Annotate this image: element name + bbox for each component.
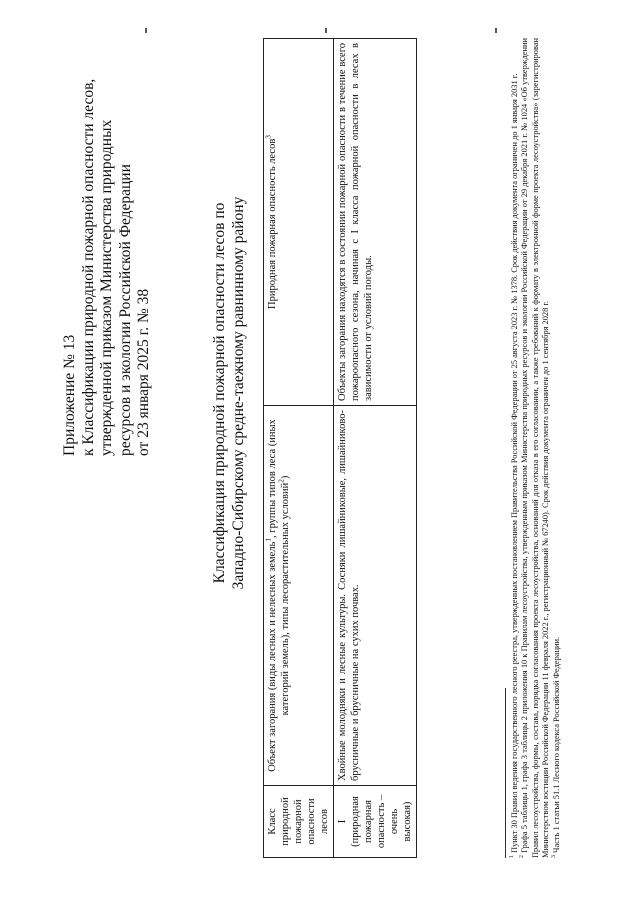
- footnote-mark: 3: [550, 855, 557, 858]
- object-cell: Хвойные молодняки и лесные культуры. Сосняки лишайниковые, лишайниково-брусничные и брусничные на сухих почвах.: [334, 406, 417, 786]
- class-number: I: [337, 819, 348, 824]
- table-header-row: [264, 39, 334, 858]
- footnote-text: Графа 5 таблицы 1, графа 3 таблицы 2 приложения 10 к Правилам лесоустройства, утвержденным приказом Министерства природных ресурсов и экологии Российской Федерации от 29 декабря 2021 г. № 1024 «Об утверждении Правил лесоустройства, формы, состава, порядка согласования проекта лесоустройства, оснований для отказа в его согласовании, а также требований к формату в электронной форме проекта лесоустройства» (зарегистрирован Министерством юстиции Российской Федерации 11 февраля 2022 г., регистрационный № 67240). Срок действия документа ограничен до 1 сентября 2028 г.: [520, 37, 551, 858]
- scan-artifact: [145, 28, 147, 33]
- header-object-text: Объект загорания (виды лесных и нелесных земель: [267, 541, 278, 772]
- footnote: [510, 38, 520, 858]
- class-label: (природная пожарная опасность – очень высокая): [350, 794, 413, 849]
- scan-artifact: [495, 28, 497, 33]
- footnote-mark: 1: [509, 855, 516, 858]
- header-danger: [264, 39, 334, 406]
- document-page: [25, 18, 615, 878]
- scan-artifact: [325, 28, 327, 33]
- title-line: Классификация природной пожарной опасности лесов по: [211, 202, 228, 584]
- header-danger-text: Природная пожарная опасность лесов: [267, 138, 278, 309]
- footnote-ref: 2: [276, 479, 286, 483]
- footnote-separator: [505, 688, 506, 858]
- appendix-reference-line: к Классификации природной пожарной опасности лесов,: [79, 78, 97, 456]
- appendix-order-date: от 23 января 2025 г. № 38: [135, 288, 152, 456]
- document-title: [211, 158, 248, 628]
- title-line: Западно-Сибирскому средне-таежному равнинному району: [229, 196, 247, 590]
- header-class-text: Класс природной пожарной опасности лесов: [267, 797, 330, 846]
- footnote: [520, 38, 551, 858]
- footnote-mark: 2: [519, 855, 526, 858]
- appendix-number: Приложение № 13: [61, 334, 78, 456]
- header-object-text: , группы типов леса (иных категорий земель), типы лесорастительных условий: [267, 419, 291, 716]
- class-cell: [334, 786, 417, 858]
- header-object-text: ): [280, 475, 291, 480]
- appendix-reference-line: утвержденной приказом Министерства природных: [98, 119, 115, 456]
- appendix-reference-line: ресурсов и экологии Российской Федерации: [116, 164, 134, 456]
- appendix-header: [61, 46, 154, 456]
- footnote-text: Пункт 30 Правил ведения государственного лесного реестра, утвержденных постановлением Правительства Российской Федерации от 25 августа 2023 г. № 1378. Срок действия документа ограничен до 1 января 2031 г.: [510, 73, 519, 853]
- footnotes: [505, 38, 562, 858]
- danger-cell: Объекты загорания находятся в состоянии пожарной опасности в течение всего пожароопасного сезона, начиная с I класса пожарной опасности в лесах в зависимости от условий погоды.: [334, 39, 417, 406]
- footnote-ref: 3: [263, 135, 273, 139]
- header-object: [264, 406, 334, 786]
- footnote: [552, 38, 562, 858]
- table-row: [334, 39, 417, 858]
- header-class: [264, 786, 334, 858]
- classification-table: [263, 38, 417, 858]
- footnote-text: Часть 1 статьи 51.1 Лесного кодекса Российской Федерации.: [551, 636, 561, 853]
- footnote-ref: 1: [263, 537, 273, 542]
